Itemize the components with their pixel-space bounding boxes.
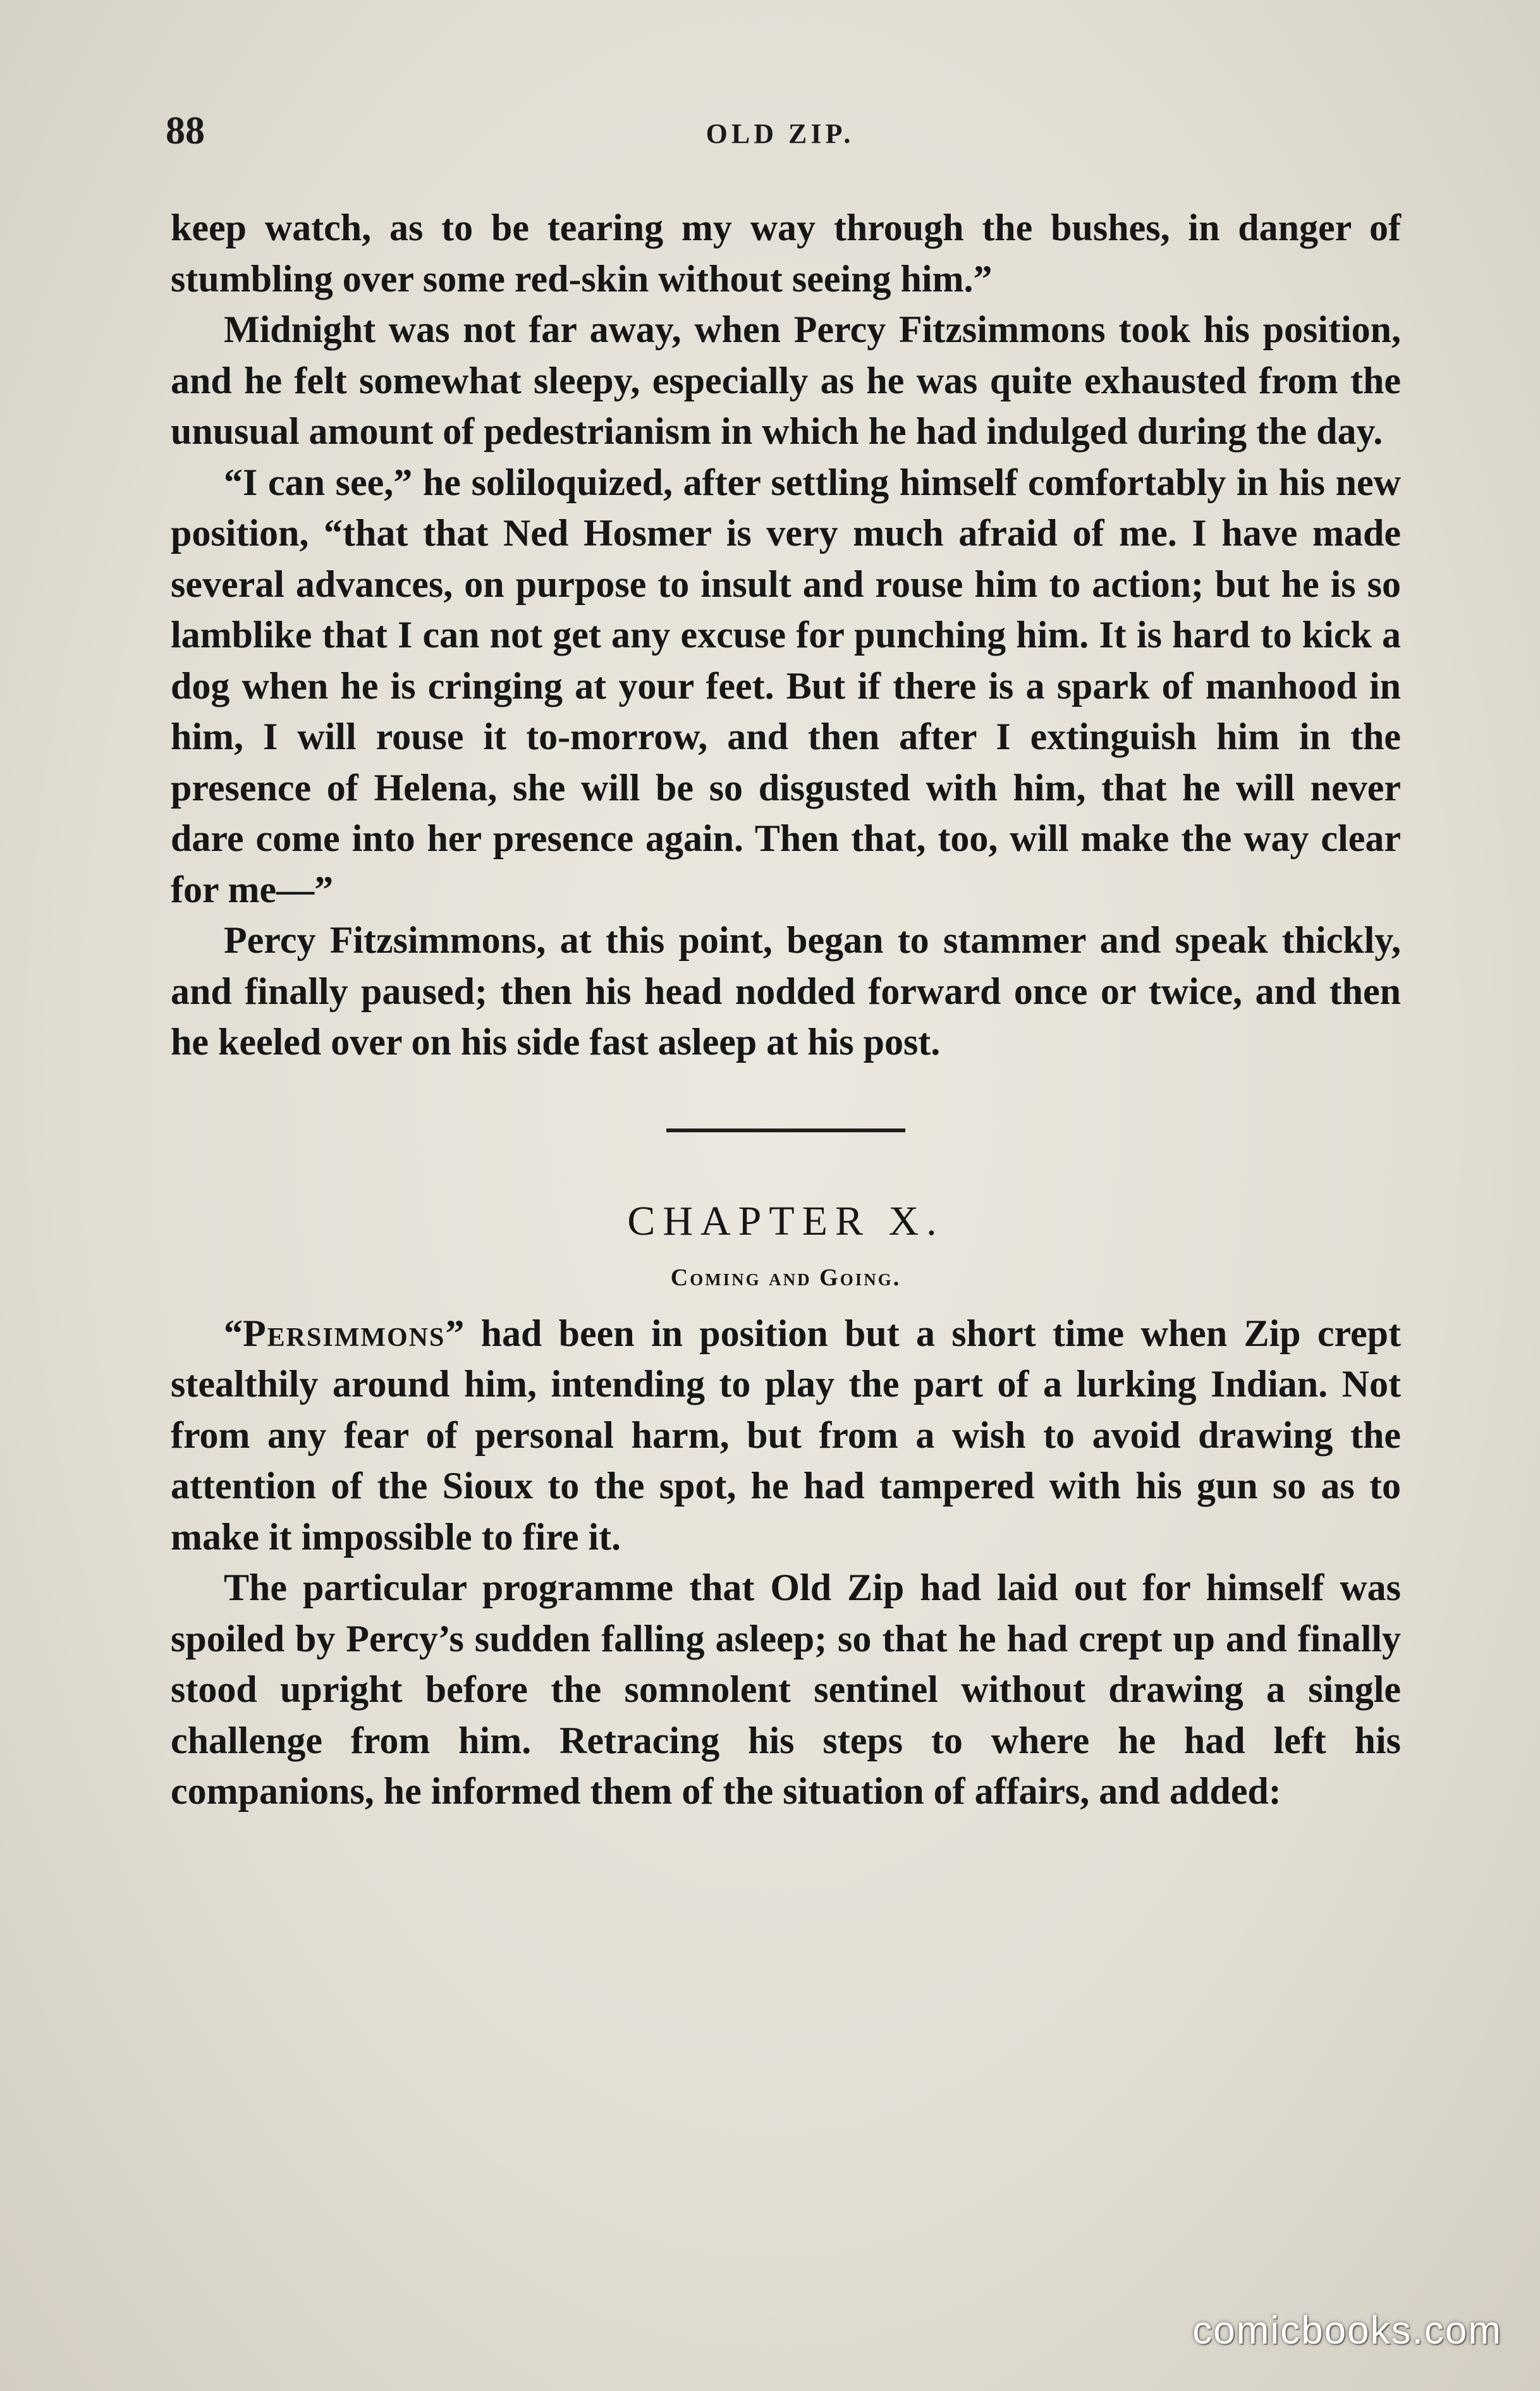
lead-word: Persimmons xyxy=(243,1312,446,1354)
paragraph-1: keep watch, as to be tearing my way through the bushes, in danger of stumbling over some red-skin without seeing him.” xyxy=(171,207,1401,300)
watermark: comicbooks.com xyxy=(1192,2309,1502,2352)
section-divider xyxy=(666,1128,905,1132)
paragraph-2: Midnight was not far away, when Percy Fitzsimmons took his position, and he felt somewhat sleepy, especially as he was quite exhausted from the unusual amount of pedestrianism in which he had indulged during the day. xyxy=(171,309,1401,452)
book-title: OLD ZIP. xyxy=(706,118,855,149)
chapter-subtitle: Coming and Going. xyxy=(670,1264,901,1291)
chapter-paragraph-1-text: ” had been in position but a short time when Zip crept stealthily around him, intending to play the part of a lurking Indian. Not from any fear of personal harm, but from a wish to avoid drawing the attention of the Sioux to the spot, he had tampered with his gun so as to make it impossible to fire it. xyxy=(171,1312,1401,1558)
paragraph-3: “I can see,” he soliloquized, after settling himself comfortably in his new position, “that that Ned Hosmer is very much afraid of me. I have made several advances, on purpose to insult and rouse him to action; but he is so lamblike that I can not get any excuse for punching him. It is hard to kick a dog when he is cringing at your feet. But if there is a spark of manhood in him, I will rouse it to-morrow, and then after I extinguish him in the presence of Helena, she will be so disgusted with him, that he will never dare come into her presence again. Then that, too, will make the way clear for me—” xyxy=(171,461,1401,910)
chapter-paragraph-1 xyxy=(171,1308,1401,1563)
paragraph-4: Percy Fitzsimmons, at this point, began to stammer and speak thickly, and finally paused; then his head nodded forward once or twice, and then he keeled over on his side fast asleep at his post. xyxy=(171,919,1401,1063)
body-text xyxy=(171,202,1401,1817)
page-number: 88 xyxy=(166,109,205,152)
opening-quote: “ xyxy=(224,1312,243,1354)
running-head xyxy=(166,109,1395,166)
chapter-paragraph-2: The particular programme that Old Zip had laid out for himself was spoiled by Percy’s sudden falling asleep; so that he had crept up and finally stood upright before the somnolent sentinel without drawing a single challenge from him. Retracing his steps to where he had left his companions, he informed them of the situation of affairs, and added: xyxy=(171,1567,1401,1812)
chapter-title: CHAPTER X. xyxy=(627,1197,944,1244)
